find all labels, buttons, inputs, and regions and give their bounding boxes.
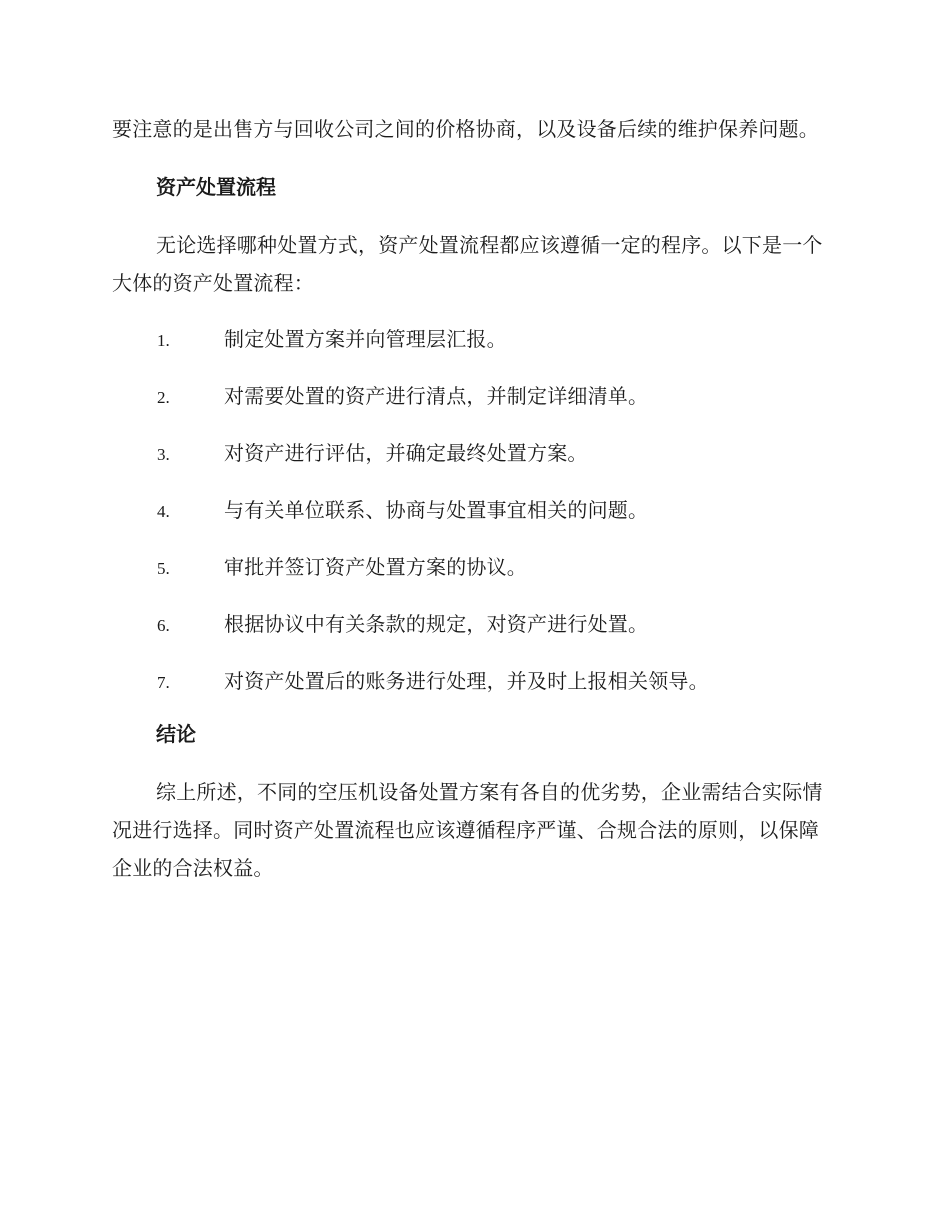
list-item-text: 对资产进行评估，并确定最终处置方案。 [224,441,588,465]
process-steps-list [112,320,834,719]
list-item-text: 对资产处置后的账务进行处理，并及时上报相关领导。 [224,669,709,693]
list-item [112,548,834,605]
document-page [112,110,834,887]
list-item [112,320,834,377]
list-item-number: 3. [157,445,170,464]
list-item-text: 根据协议中有关条款的规定，对资产进行处置。 [224,612,649,636]
list-item-number: 6. [157,616,170,635]
list-item-number: 1. [157,331,170,350]
list-item-text: 审批并签订资产处置方案的协议。 [224,555,527,579]
list-item-text: 制定处置方案并向管理层汇报。 [224,327,507,351]
list-item-number: 5. [157,559,170,578]
section-heading-process: 资产处置流程 [156,175,276,199]
section-heading-conclusion: 结论 [156,722,196,746]
list-item-number: 7. [157,673,170,692]
conclusion-paragraph: 综上所述，不同的空压机设备处置方案有各自的优劣势，企业需结合实际情况进行选择。同时资产处置流程也应该遵循程序严谨、合规合法的原则，以保障企业的合法权益。 [112,780,823,880]
list-item [112,434,834,491]
intro-paragraph: 要注意的是出售方与回收公司之间的价格协商，以及设备后续的维护保养问题。 [112,117,819,141]
list-item-number: 4. [157,502,170,521]
list-item [112,662,834,719]
list-item [112,377,834,434]
list-item-number: 2. [157,388,170,407]
list-item [112,491,834,548]
list-item [112,605,834,662]
list-item-text: 对需要处置的资产进行清点，并制定详细清单。 [224,384,649,408]
list-item-text: 与有关单位联系、协商与处置事宜相关的问题。 [224,498,649,522]
process-paragraph: 无论选择哪种处置方式，资产处置流程都应该遵循一定的程序。以下是一个大体的资产处置流程： [112,233,823,295]
